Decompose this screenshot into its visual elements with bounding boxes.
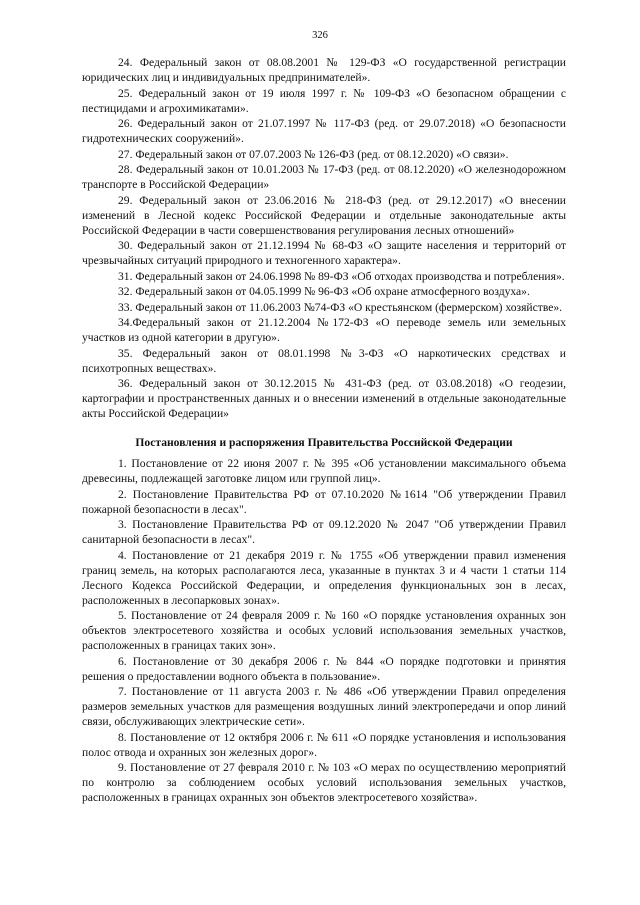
list-item: 3. Постановление Правительства РФ от 09.12.2020 № 2047 "Об утверждении Правил санитарной безопасности в лесах". [82,518,566,546]
list-item: 4. Постановление от 21 декабря 2019 г. № 1755 «Об утверждении правил изменения границ земель, на которых располагаются леса, указанные в пунктах 3 и 4 части 1 статьи 114 Лесного Кодекса Российской Федерации, и определения функциональных зон в лесах, расположенных в лесопарковых зонах». [82,548,566,607]
list-item: 26. Федеральный закон от 21.07.1997 № 117-ФЗ (ред. от 29.07.2018) «О безопасности гидротехнических сооружений». [82,117,566,145]
list-item: 24. Федеральный закон от 08.08.2001 № 129-ФЗ «О государственной регистрации юридических лиц и индивидуальных предпринимателей». [82,56,566,84]
list-item: 25. Федеральный закон от 19 июля 1997 г. № 109-ФЗ «О безопасном обращении с пестицидами и агрохимикатами». [82,86,566,115]
list-item: 27. Федеральный закон от 07.07.2003 № 126-ФЗ (ред. от 08.12.2020) «О связи». [118,147,509,161]
list-item: 28. Федеральный закон от 10.01.2003 № 17-ФЗ (ред. от 08.12.2020) «О железнодорожном транспорте в Российской Федерации» [82,163,566,191]
section-heading: Постановления и распоряжения Правительства Российской Федерации [135,436,513,449]
list-item: 7. Постановление от 11 августа 2003 г. № 486 «Об утверждении Правил определения размеров земельных участков для размещения воздушных линий электропередачи и опор линий связи, обслуживающих электрические сети». [82,685,566,728]
list-item: 9. Постановление от 27 февраля 2010 г. № 103 «О мерах по осуществлению мероприятий по контролю за соблюдением особых условий использования земельных участков, расположенных в границах охранных зон объектов электросетевого хозяйства». [82,761,566,804]
page-body [82,55,566,805]
list-item: 2. Постановление Правительства РФ от 07.10.2020 №1614 "Об утверждении Правил пожарной безопасности в лесах". [82,487,566,516]
list-item: 8. Постановление от 12 октября 2006 г. № 611 «О порядке установления и использования полос отвода и охранных зон железных дорог». [82,730,566,759]
list-item: 36. Федеральный закон от 30.12.2015 № 431-ФЗ (ред. от 03.08.2018) «О геодезии, картографии и пространственных данных и о внесении изменений в отдельные законодательные акты Российской Федерации» [82,377,566,420]
list-item: 34.Федеральный закон от 21.12.2004 №172-ФЗ «О переводе земель или земельных участков из одной категории в другую». [82,316,566,344]
list-item: 32. Федеральный закон от 04.05.1999 № 96-ФЗ «Об охране атмосферного воздуха». [118,285,530,298]
list-item: 5. Постановление от 24 февраля 2009 г. № 160 «О порядке установления охранных зон объектов электросетевого хозяйства и особых условий использования земельных участков, расположенных в границах таких зон». [82,609,566,652]
list-item: 29. Федеральный закон от 23.06.2016 № 218-ФЗ (ред. от 29.12.2017) «О внесении изменений в Лесной кодекс Российской Федерации и отдельные законодательные акты Российской Федерации в части совершенствования регулирования лесных отношений» [82,193,566,237]
list-item: 30. Федеральный закон от 21.12.1994 № 68-ФЗ «О защите населения и территорий от чрезвычайных ситуаций природного и техногенного характера». [82,239,566,267]
page-number: 326 [312,30,328,41]
list-item: 1. Постановление от 22 июня 2007 г. № 395 «Об установлении максимального объема древесины, подлежащей заготовке лицом или группой лиц». [82,457,566,485]
list-item: 33. Федеральный закон от 11.06.2003 №74-ФЗ «О крестьянском (фермерском) хозяйстве». [118,300,563,314]
list-item: 6. Постановление от 30 декабря 2006 г. № 844 «О порядке подготовки и принятия решения о предоставлении водного объекта в пользование». [82,654,566,683]
list-item: 31. Федеральный закон от 24.06.1998 № 89-ФЗ «Об отходах производства и потребления». [118,269,565,283]
list-item: 35. Федеральный закон от 08.01.1998 №3-ФЗ «О наркотических средствах и психотропных веществах». [82,346,566,375]
